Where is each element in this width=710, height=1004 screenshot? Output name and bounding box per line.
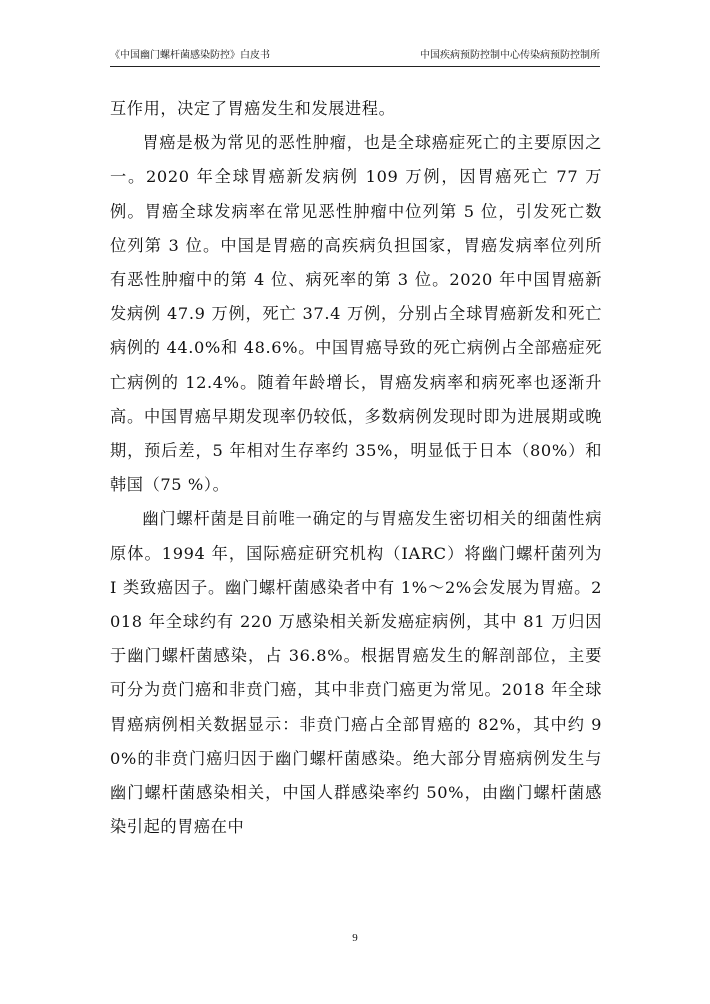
paragraph-helicobacter-pylori: 幽门螺杆菌是目前唯一确定的与胃癌发生密切相关的细菌性病原体。1994 年，国际癌症研究机构（IARC）将幽门螺杆菌列为 I 类致癌因子。幽门螺杆菌感染者中有 1%～2%会发展为胃癌。2018 年全球约有 220 万感染相关新发癌症病例，其中 81 万归因于幽门螺杆菌感染，占 36.8%。根据胃癌发生的解剖部位，主要可分为贲门癌和非贲门癌，其中非贲门癌更为常见。2018 年全球胃癌病例相关数据显示：非贲门癌占全部胃癌的 82%，其中约 90%的非贲门癌归因于幽门螺杆菌感染。绝大部分胃癌病例发生与幽门螺杆菌感染相关，中国人群感染率约 50%，由幽门螺杆菌感染引起的胃癌在中	[110, 509, 602, 837]
body-text	[110, 92, 602, 844]
page-number: 9	[352, 932, 358, 944]
paragraph-gastric-cancer: 胃癌是极为常见的恶性肿瘤，也是全球癌症死亡的主要原因之一。2020 年全球胃癌新发病例 109 万例，因胃癌死亡 77 万例。胃癌全球发病率在常见恶性肿瘤中位列第 5 位，引发死亡数位列第 3 位。中国是胃癌的高疾病负担国家，胃癌发病率位列所有恶性肿瘤中的第 4 位、病死率的第 3 位。2020 年中国胃癌新发病例 47.9 万例，死亡 37.4 万例，分别占全球胃癌新发和死亡病例的 44.0%和 48.6%。中国胃癌导致的死亡病例占全部癌症死亡病例的 12.4%。随着年龄增长，胃癌发病率和病死率也逐渐升高。中国胃癌早期发现率仍较低，多数病例发现时即为进展期或晚期，预后差，5 年相对生存率约 35%，明显低于日本（80%）和韩国（75 %）。	[110, 133, 602, 495]
page-header	[110, 46, 600, 67]
paragraph-continuation: 互作用，决定了胃癌发生和发展进程。	[110, 99, 396, 118]
header-document-title: 《中国幽门螺杆菌感染防控》白皮书	[110, 50, 270, 61]
header-organization: 中国疾病预防控制中心传染病预防控制所	[420, 50, 600, 61]
